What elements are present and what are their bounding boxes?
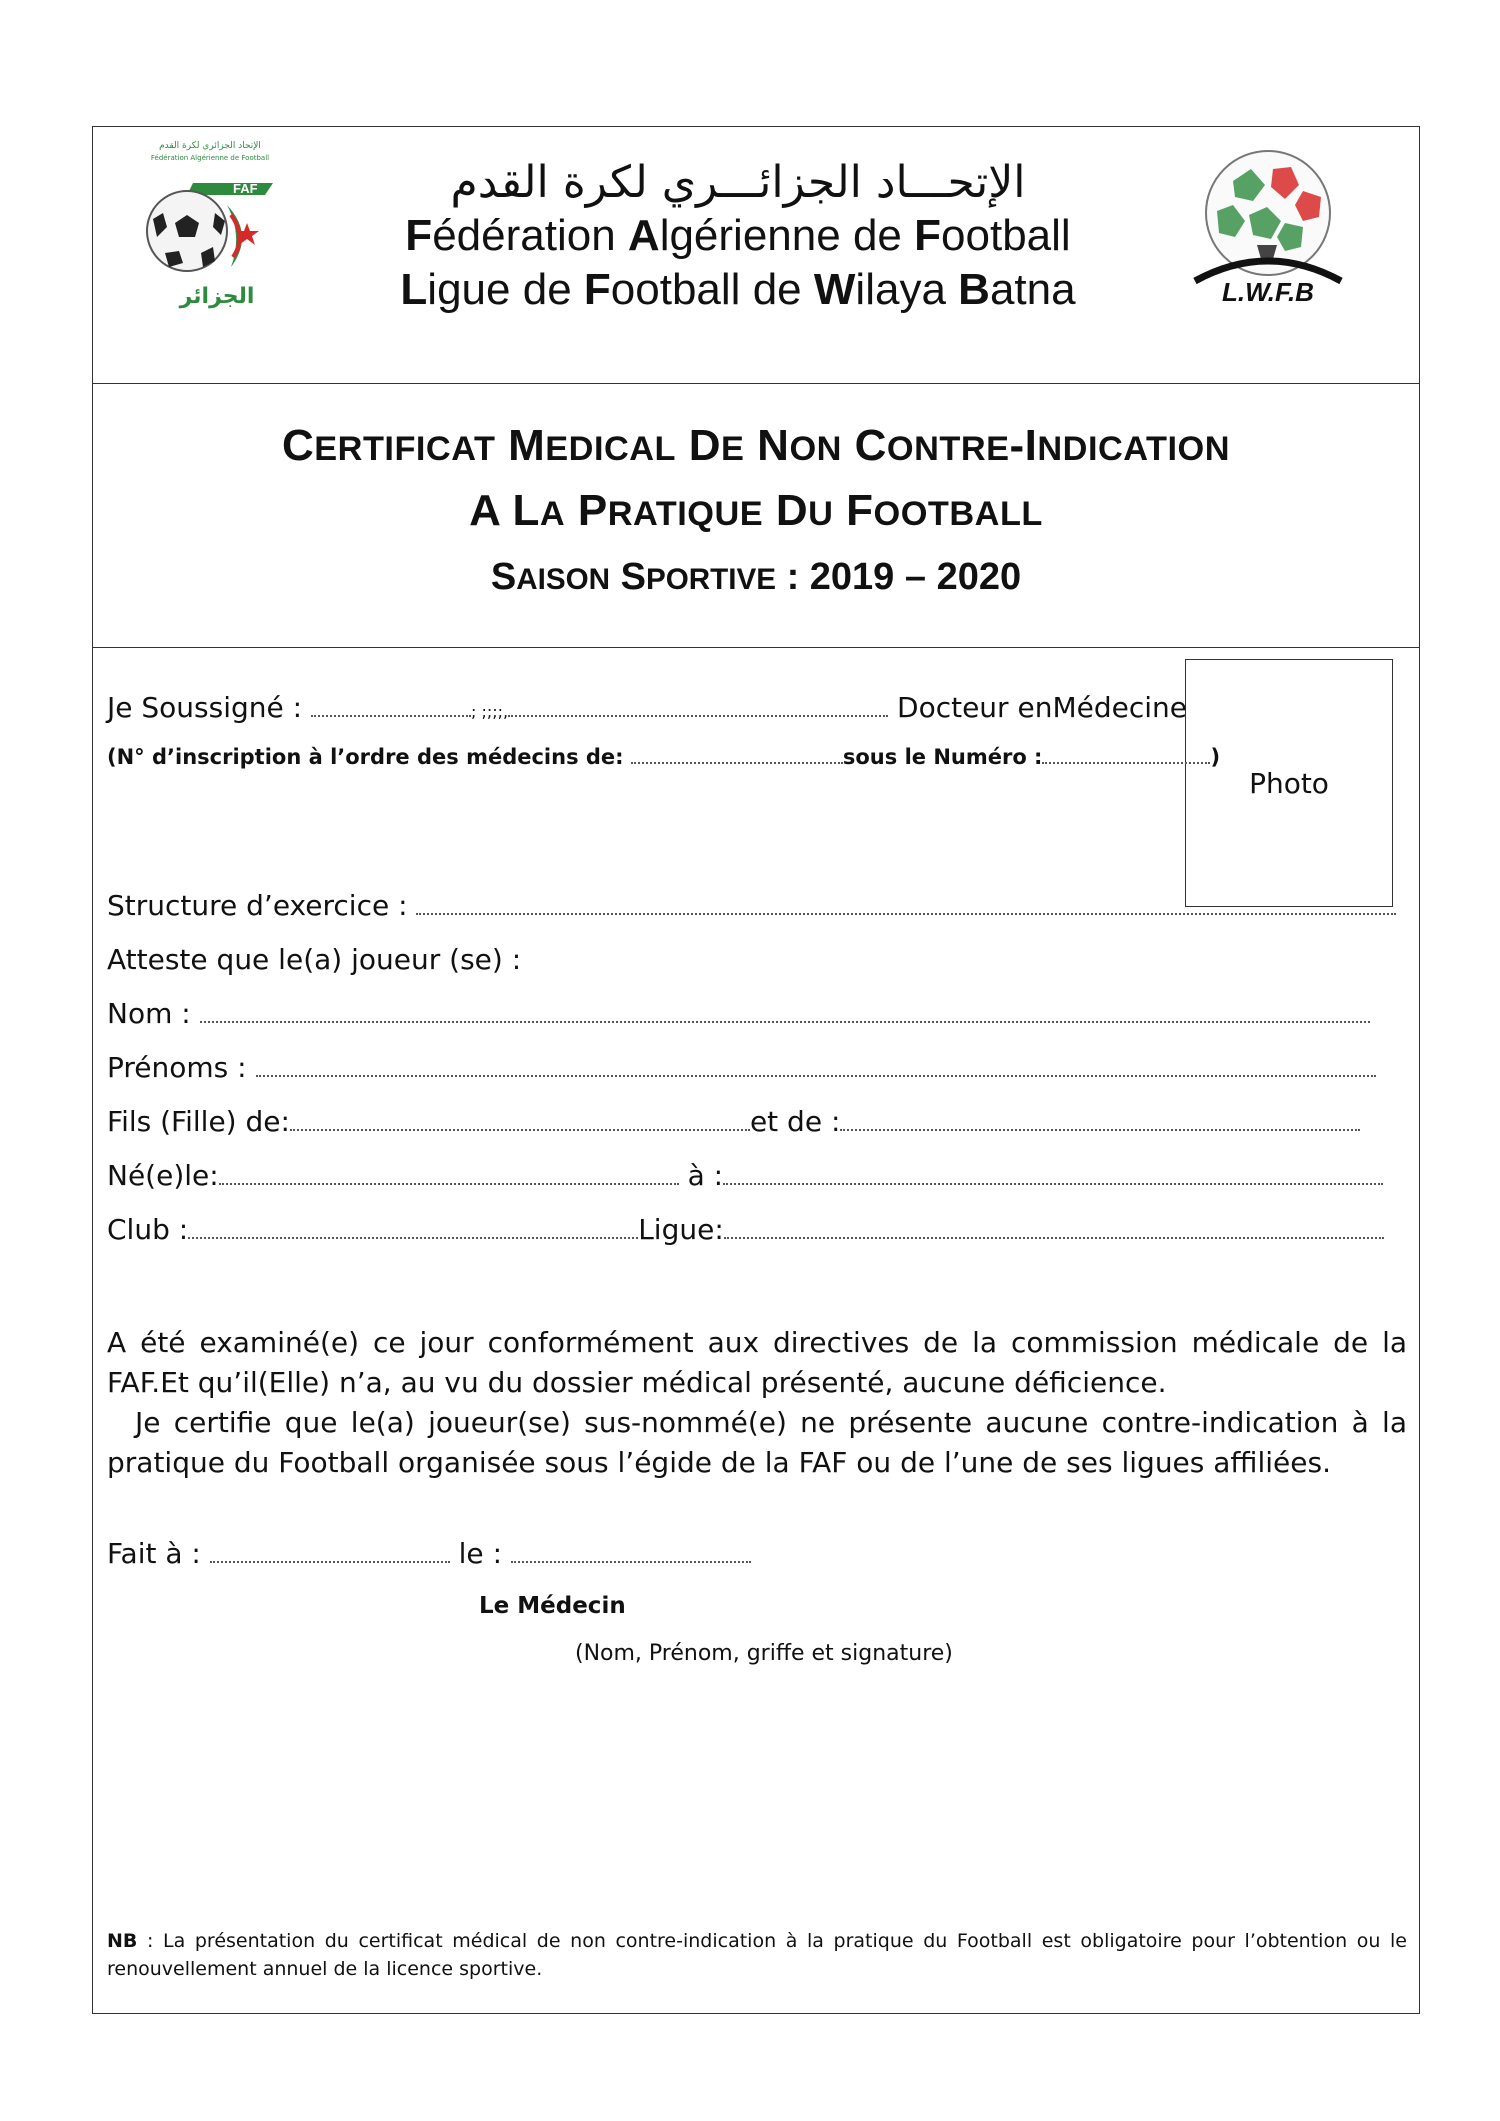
federation-name: Fédération Algérienne de Football [405, 211, 1071, 260]
ne-le-field[interactable] [219, 1163, 679, 1185]
inscription-field[interactable] [631, 748, 843, 764]
league-name: Ligue de Football de Wilaya Batna [400, 265, 1076, 314]
soussigne-field-2[interactable] [508, 695, 888, 717]
title-section [93, 383, 1419, 648]
soussigne-field[interactable] [311, 695, 471, 717]
paragraph-examined: A été examiné(e) ce jour conformément aux directives de la commission médicale de la FAF.Et qu’il(Elle) n’a, au vu du dossier médical présenté, aucune déficience. [107, 1326, 1407, 1399]
fait-field[interactable] [210, 1547, 450, 1563]
faf-logo-tiny-ar: الإتحاد الجزائري لكرة القدم [159, 141, 261, 151]
inscription-label: (N° d’inscription à l’ordre des médecins de: [107, 745, 624, 769]
note-label: NB [107, 1930, 138, 1952]
club-label: Club : [107, 1213, 189, 1246]
club-row [107, 1213, 1384, 1246]
signature-details: (Nom, Prénom, griffe et signature) [575, 1641, 953, 1666]
title-line-1: CERTIFICAT MEDICAL DE NON CONTRE-INDICATION [282, 421, 1230, 470]
faf-logo [135, 135, 285, 315]
numero-label: sous le Numéro : [842, 745, 1043, 769]
numero-field[interactable] [1042, 748, 1210, 764]
fait-label: Fait à : [107, 1537, 201, 1570]
faf-logo-tiny-fr: Fédération Algérienne de Football [150, 154, 270, 162]
et-de-label: et de : [749, 1105, 841, 1138]
form-body [93, 647, 1419, 2015]
ligue-label: Ligue: [638, 1213, 724, 1246]
faf-logo-arabic: الجزائر [179, 284, 255, 309]
structure-row [107, 889, 1396, 922]
inscription-row [107, 745, 1220, 769]
title-season: SAISON SPORTIVE : 2019 – 2020 [490, 556, 1022, 598]
arabic-title: الإتحـــاد الجزائـــري لكرة القدم [450, 157, 1026, 208]
note-block [107, 1927, 1407, 1983]
le-label: le : [458, 1537, 502, 1570]
nom-field[interactable] [200, 1001, 1370, 1023]
naissance-row [107, 1159, 1383, 1192]
ne-le-label: Né(e)le: [107, 1159, 219, 1192]
prenoms-label: Prénoms : [107, 1051, 247, 1084]
a-field[interactable] [723, 1163, 1383, 1185]
close-paren: ) [1210, 745, 1221, 769]
header-section [93, 127, 1419, 384]
medecin-label: Le Médecin [479, 1593, 626, 1619]
note-text: : La présentation du certificat médical de non contre-indication à la pratique du Football est obligatoire pour l’obtention ou le renouvellement annuel de la licence sportive. [107, 1930, 1407, 1980]
fils-field[interactable] [290, 1109, 750, 1131]
prenoms-field[interactable] [256, 1055, 1376, 1077]
svg-text:FAF: FAF [233, 181, 258, 196]
federation-block [293, 157, 1183, 317]
a-label: à : [687, 1159, 724, 1192]
paragraph-certify: Je certifie que le(a) joueur(se) sus-nommé(e) ne présente aucune contre-indication à la pratique du Football organisée sous l’égide de la FAF ou de l’une de ses ligues affiliées. [107, 1406, 1407, 1479]
photo-label: Photo [1249, 766, 1329, 800]
title-line-2: A LA PRATIQUE DU FOOTBALL [469, 486, 1043, 535]
nom-row [107, 997, 1370, 1030]
structure-field[interactable] [416, 893, 1396, 915]
et-de-field[interactable] [840, 1109, 1360, 1131]
soussigne-label: Je Soussigné : [107, 691, 303, 724]
club-field[interactable] [188, 1217, 638, 1239]
atteste-row [107, 943, 521, 976]
lwfb-logo-text: L.W.F.B [1222, 277, 1314, 307]
prenoms-row [107, 1051, 1376, 1084]
fait-row [107, 1537, 751, 1570]
title-block [93, 415, 1419, 610]
atteste-label: Atteste que le(a) joueur (se) : [107, 943, 522, 976]
lwfb-logo [1173, 141, 1363, 311]
structure-label: Structure d’exercice : [107, 889, 408, 922]
soussigne-row [107, 691, 1187, 724]
soussigne-marks: ; ;;;;, [470, 702, 509, 721]
le-field[interactable] [511, 1547, 751, 1563]
docteur-label: Docteur enMédecine [897, 691, 1187, 724]
fils-label: Fils (Fille) de: [107, 1105, 290, 1138]
photo-box [1185, 659, 1393, 907]
fils-row [107, 1105, 1360, 1138]
certificate-frame [92, 126, 1420, 2014]
ligue-field[interactable] [724, 1217, 1384, 1239]
nom-label: Nom : [107, 997, 191, 1030]
